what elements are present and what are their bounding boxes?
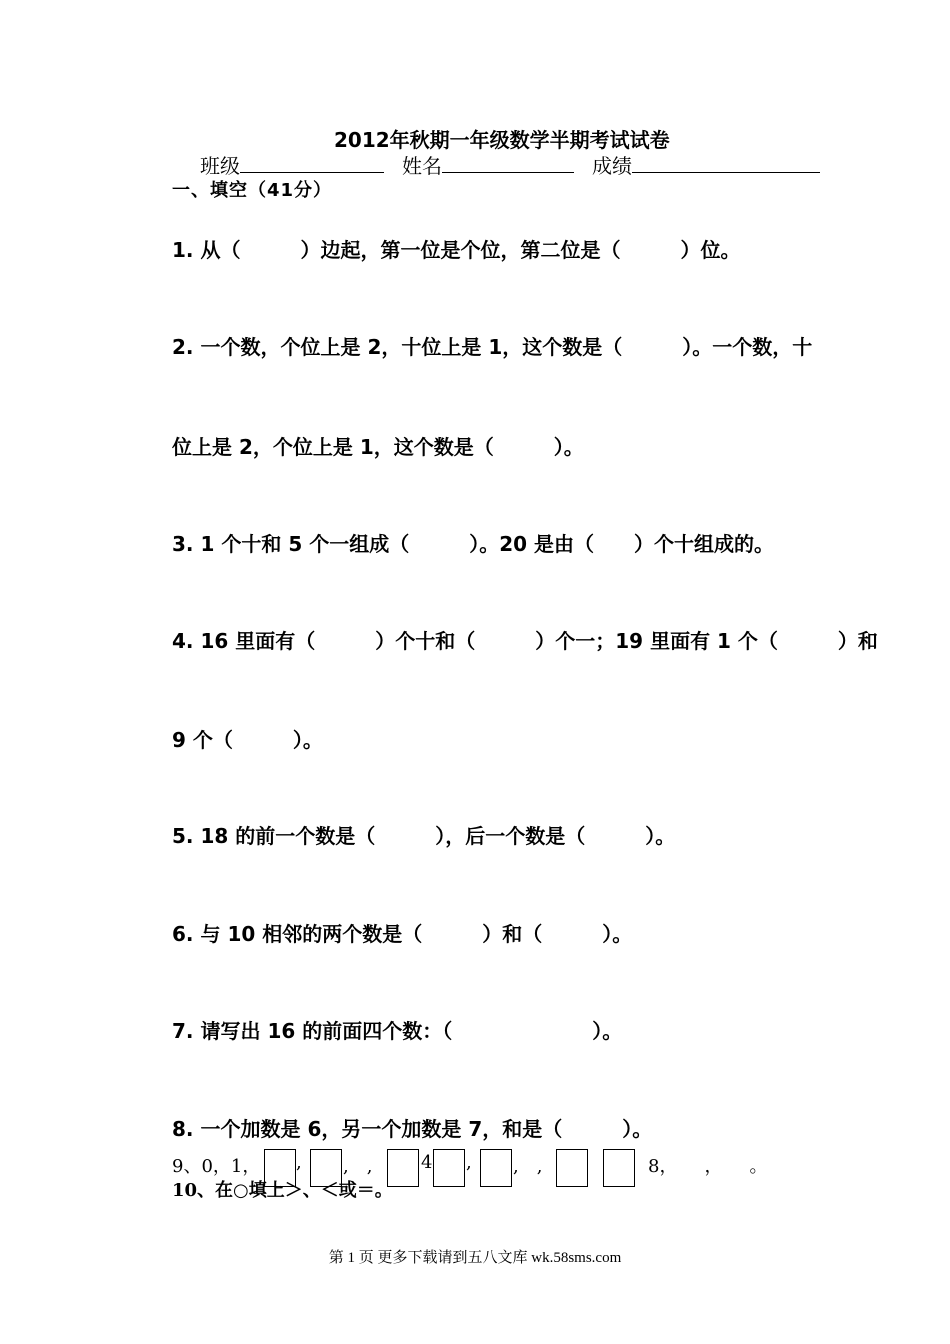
score-label: 成绩 bbox=[592, 154, 632, 178]
score-field bbox=[592, 150, 820, 179]
question-9-prefix: 9、0，1， bbox=[172, 1156, 261, 1177]
page-footer: 第 1 页 更多下载请到五八文库 wk.58sms.com bbox=[328, 1250, 622, 1266]
question-9-four: 4 bbox=[421, 1152, 433, 1173]
class-field bbox=[200, 150, 384, 179]
answer-box[interactable] bbox=[433, 1149, 465, 1187]
comma: , , bbox=[343, 1156, 373, 1177]
question-9-tail: 8， ， 。 bbox=[648, 1156, 768, 1177]
comma: , bbox=[296, 1152, 302, 1173]
page-title: 2012年秋期一年级数学半期考试试卷 bbox=[334, 128, 670, 152]
question-2-line-2: 位上是 2，个位上是 1，这个数是（ ）。 bbox=[172, 435, 584, 459]
question-1: 1. 从（ ）边起，第一位是个位，第二位是（ ）位。 bbox=[172, 238, 741, 262]
comma: , , bbox=[513, 1156, 543, 1177]
score-blank[interactable] bbox=[632, 154, 820, 173]
answer-box[interactable] bbox=[480, 1149, 512, 1187]
name-field bbox=[402, 150, 574, 179]
answer-box[interactable] bbox=[556, 1149, 588, 1187]
question-3: 3. 1 个十和 5 个一组成（ ）。20 是由（ ）个十组成的。 bbox=[172, 532, 774, 556]
class-label: 班级 bbox=[200, 154, 240, 178]
class-blank[interactable] bbox=[240, 154, 384, 173]
name-blank[interactable] bbox=[442, 154, 574, 173]
answer-box[interactable] bbox=[603, 1149, 635, 1187]
question-7: 7. 请写出 16 的前面四个数：（ ）。 bbox=[172, 1019, 623, 1043]
name-label: 姓名 bbox=[402, 154, 442, 178]
question-2-line-1: 2. 一个数，个位上是 2，十位上是 1，这个数是（ ）。一个数，十 bbox=[172, 335, 813, 359]
comma: , bbox=[466, 1152, 472, 1173]
question-10: 10、在○填上＞、＜或＝。 bbox=[172, 1180, 393, 1201]
question-4-line-2: 9 个（ ）。 bbox=[172, 728, 323, 752]
question-5: 5. 18 的前一个数是（ ），后一个数是（ ）。 bbox=[172, 824, 676, 848]
question-4-line-1: 4. 16 里面有（ ）个十和（ ）个一；19 里面有 1 个（ ）和 bbox=[172, 629, 878, 653]
question-6: 6. 与 10 相邻的两个数是（ ）和（ ）。 bbox=[172, 922, 633, 946]
question-8: 8. 一个加数是 6，另一个加数是 7，和是（ ）。 bbox=[172, 1117, 653, 1141]
section-heading: 一、填空（41分） bbox=[172, 180, 333, 201]
